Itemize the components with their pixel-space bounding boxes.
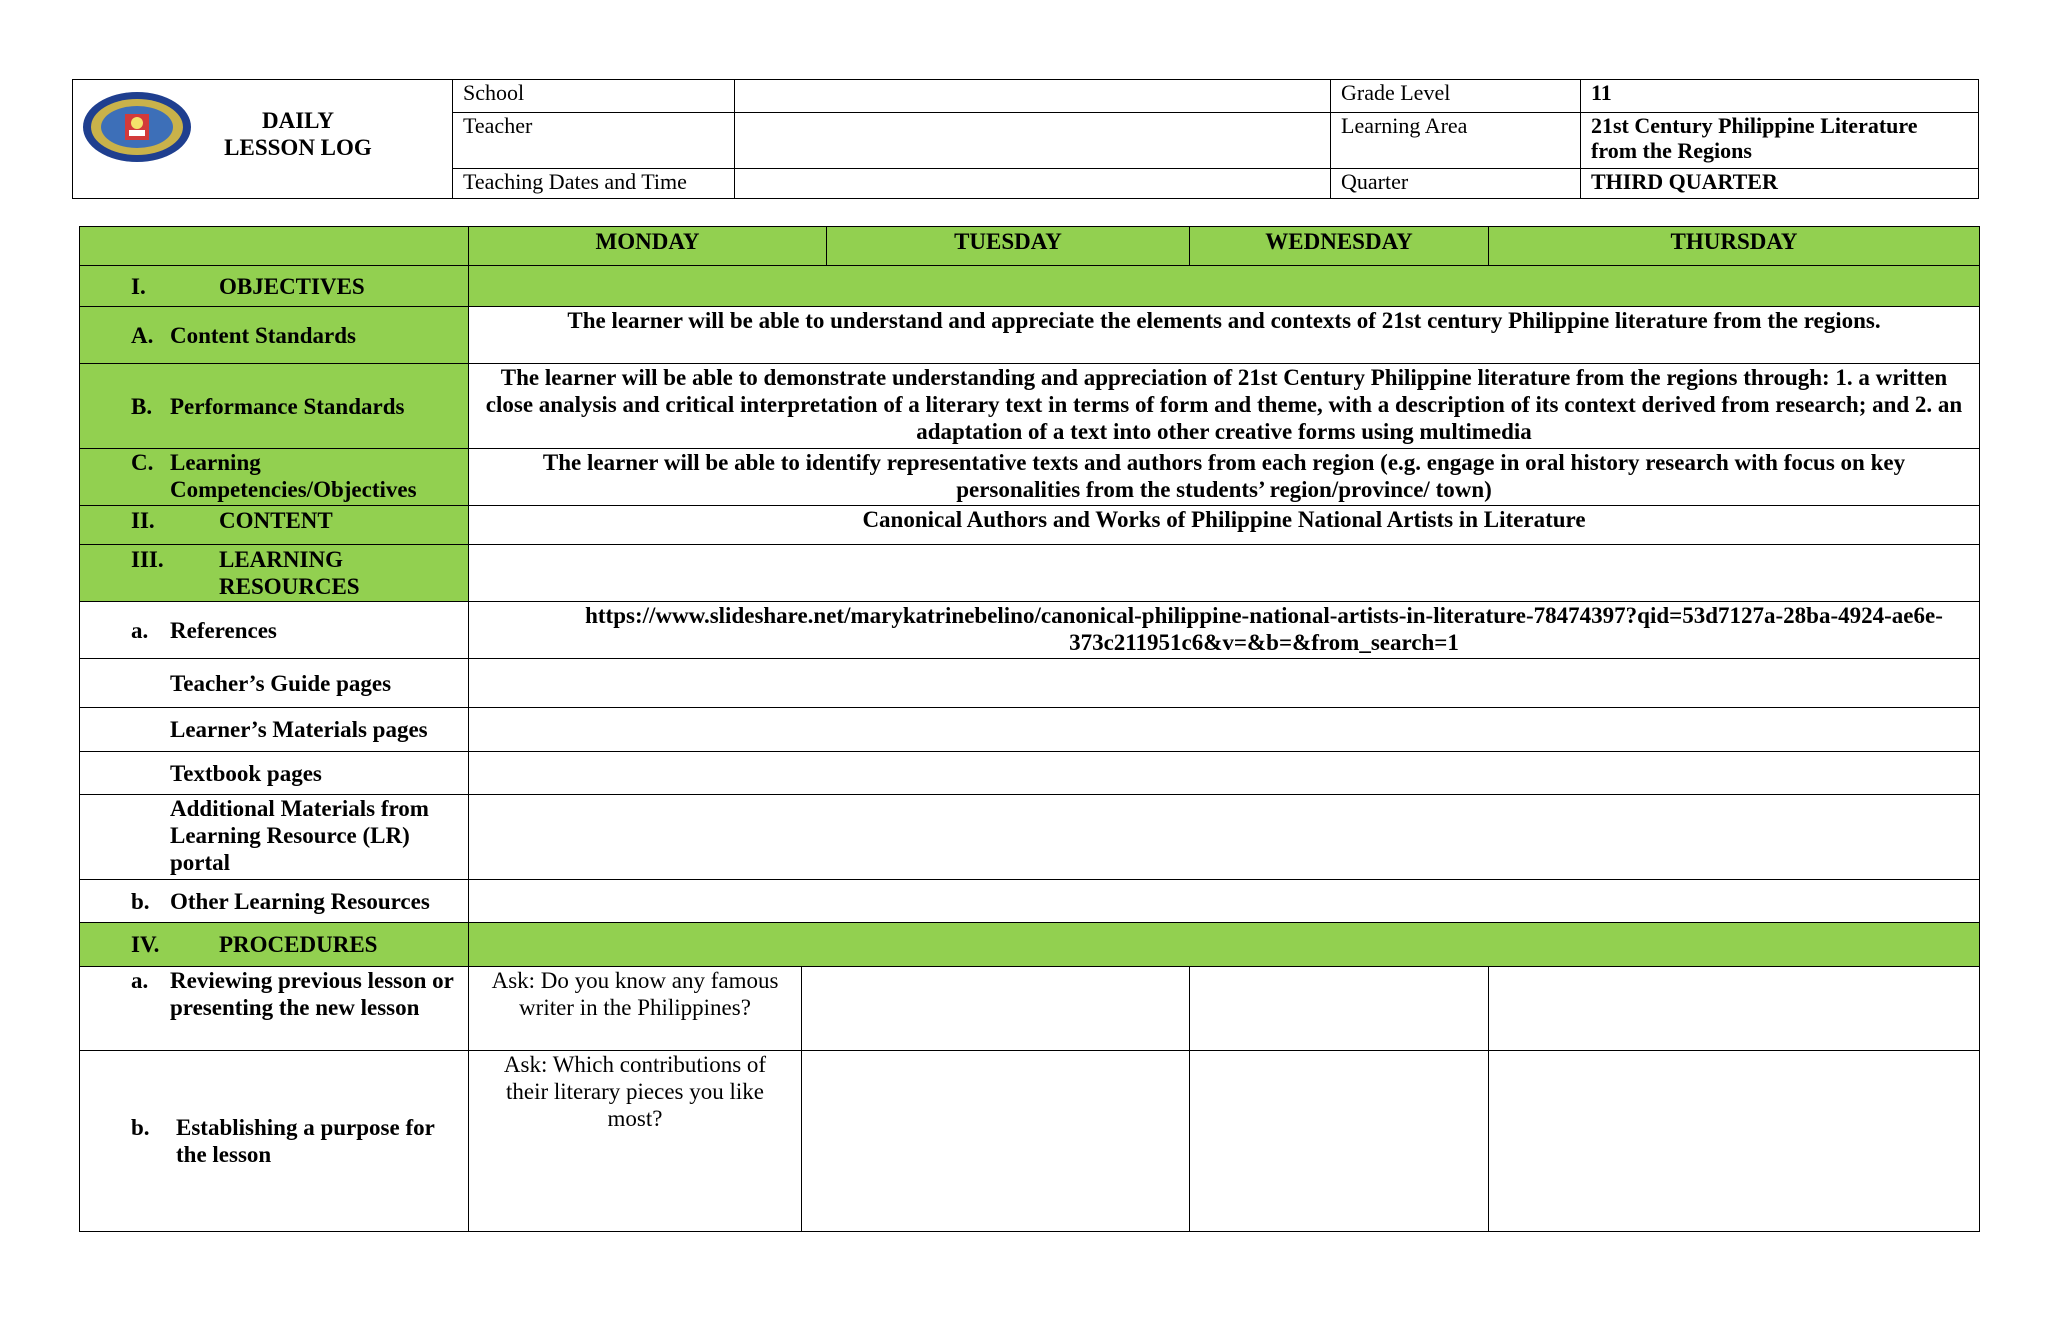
resources-fill [469,545,1980,602]
objectives-fill [469,266,1980,307]
purpose-wednesday [1190,1051,1489,1232]
objectives-row [80,266,1980,307]
other-resources-text: Other Learning Resources [170,888,430,914]
logo-title-cell [73,80,453,199]
dates-label: Teaching Dates and Time [453,169,735,199]
reviewing-thursday [1489,967,1980,1051]
content-standards-value: The learner will be able to understand and appreciate the elements and contexts of 21st century Philippine literature from the regions. [469,307,1980,364]
days-header-row [80,227,1980,266]
learner-materials-label [80,708,469,752]
deped-seal-icon [81,90,193,164]
document-title [223,107,373,161]
lesson-log-table [79,226,1980,1232]
additional-materials-row [80,795,1980,880]
title-line2: LESSON LOG [224,135,372,160]
content-row [80,506,1980,545]
references-text: References [170,617,277,643]
content-text: CONTENT [219,508,333,533]
days-corner-cell [80,227,469,266]
textbook-text: Textbook pages [170,760,322,786]
learner-materials-row [80,708,1980,752]
purpose-monday: Ask: Which contributions of their literary pieces you like most? [469,1051,802,1232]
references-label [80,602,469,659]
other-resources-label [80,880,469,923]
reviewing-text: Reviewing previous lesson or presenting the new lesson [170,968,454,1020]
content-standards-text: Content Standards [170,322,356,348]
competencies-text: Learning Competencies/Objectives [170,450,417,502]
grade-label: Grade Level [1331,80,1581,113]
reviewing-num: a. [131,968,149,993]
competencies-value: The learner will be able to identify representative texts and authors from each region (e.g. engage in oral history research with focus on key personalities from the students’ region/province/ town) [469,449,1980,506]
day-monday: MONDAY [469,227,827,266]
textbook-row [80,752,1980,795]
school-label: School [453,80,735,113]
resources-row [80,545,1980,602]
content-standards-row [80,307,1980,364]
performance-standards-label [80,364,469,449]
other-resources-value [469,880,1980,923]
objectives-num: I. [131,273,146,299]
objectives-text: OBJECTIVES [219,273,365,299]
area-label: Learning Area [1331,113,1581,169]
procedures-label [80,923,469,967]
procedures-text: PROCEDURES [219,932,378,957]
objectives-label [80,266,469,307]
learner-materials-value [469,708,1980,752]
competencies-row [80,449,1980,506]
reviewing-monday: Ask: Do you know any famous writer in the Philippines? [469,967,802,1051]
other-resources-num: b. [131,888,150,914]
procedures-num: IV. [131,932,160,957]
purpose-thursday [1489,1051,1980,1232]
additional-materials-text: Additional Materials from Learning Resource (LR) portal [170,796,429,875]
teacher-value[interactable] [735,113,1331,169]
reviewing-label [80,967,469,1051]
competencies-label [80,449,469,506]
content-label [80,506,469,545]
header-table [72,79,1979,199]
purpose-num: b. [131,1115,150,1140]
textbook-label [80,752,469,795]
resources-num: III. [131,547,164,572]
references-num: a. [131,617,149,643]
performance-standards-text: Performance Standards [170,393,405,419]
resources-text: LEARNING RESOURCES [219,547,360,599]
other-resources-row [80,880,1980,923]
additional-materials-value [469,795,1980,880]
quarter-value: THIRD QUARTER [1581,169,1979,199]
content-standards-label [80,307,469,364]
title-line1: DAILY [261,108,334,133]
reviewing-wednesday [1190,967,1489,1051]
learner-materials-text: Learner’s Materials pages [170,717,428,742]
area-value: 21st Century Philippine Literature from the Regions [1581,113,1979,169]
purpose-text: Establishing a purpose for the lesson [176,1115,435,1167]
dates-value[interactable] [735,169,1331,199]
day-wednesday: WEDNESDAY [1190,227,1489,266]
reviewing-row [80,967,1980,1051]
performance-standards-num: B. [131,393,153,419]
school-value[interactable] [735,80,1331,113]
purpose-row [80,1051,1980,1232]
additional-materials-label [80,795,469,880]
procedures-row [80,923,1980,967]
day-thursday: THURSDAY [1489,227,1980,266]
reviewing-tuesday [802,967,1190,1051]
content-standards-num: A. [131,322,154,348]
purpose-tuesday [802,1051,1190,1232]
day-tuesday: TUESDAY [827,227,1190,266]
teacher-guide-row [80,659,1980,708]
textbook-value [469,752,1980,795]
resources-label [80,545,469,602]
teacher-label: Teacher [453,113,735,169]
performance-standards-value: The learner will be able to demonstrate understanding and appreciation of 21st Century Philippine literature from the regions through: 1. a written close analysis and critical interpretation of a literary text in terms of form and theme, with a description of its context derived from research; and 2. an adaptation of a text into other creative forms using multimedia [469,364,1980,449]
teacher-guide-text: Teacher’s Guide pages [170,670,392,696]
purpose-label [80,1051,469,1232]
references-row [80,602,1980,659]
content-value: Canonical Authors and Works of Philippine National Artists in Literature [469,506,1980,545]
procedures-fill [469,923,1980,967]
teacher-guide-label [80,659,469,708]
quarter-label: Quarter [1331,169,1581,199]
competencies-num: C. [131,450,154,475]
grade-value: 11 [1581,80,1979,113]
content-num: II. [131,508,155,533]
teacher-guide-value [469,659,1980,708]
references-link[interactable]: https://www.slideshare.net/marykatrinebelino/canonical-philippine-national-artists-in-literature-78474397?qid=53d7127a-28ba-4924-ae6e-373c211951c6&v=&b=&from_search=1 [469,602,1980,659]
performance-standards-row [80,364,1980,449]
